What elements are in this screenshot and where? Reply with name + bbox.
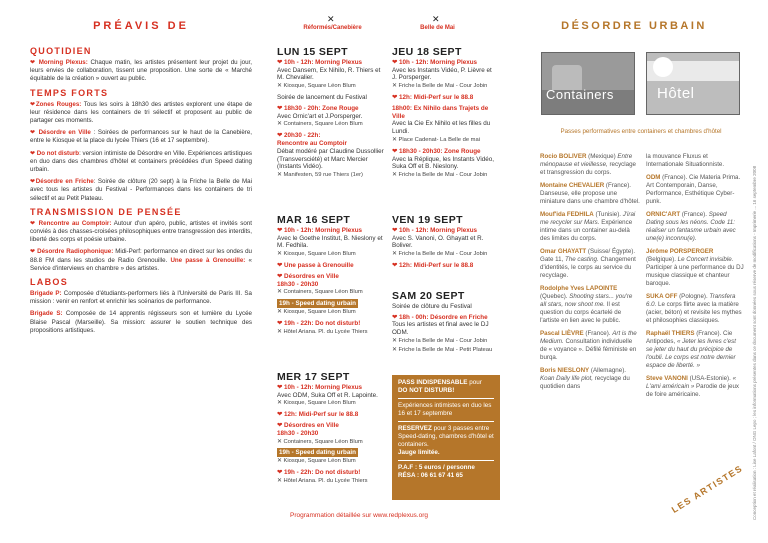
heart-icon: ❤: [392, 58, 398, 66]
containers-photo: Containers: [541, 52, 635, 115]
artist-entry: Montaine CHEVALIER (France). Danseuse, elle propose une miniature dans une chambre d'hôtel.: [540, 182, 640, 205]
section-transmission: TRANSMISSION DE PENSÉE: [30, 206, 182, 217]
heart-icon: ❤: [277, 383, 283, 391]
heart-icon: ❤: [277, 226, 283, 234]
clock-icon: ❤: [277, 58, 283, 66]
heart-icon: ❤: [30, 60, 36, 66]
day-mer: MER 17 SEPT ❤ 10h - 12h: Morning Plexus Avec ODM, Suka Off et R. Lapointe. ✕ Kiosque, Square Léon Blum ❤ 12h: Midi-Perf sur le 88.8 ❤ Désordres en Ville 18h30 - 20h30 ✕ Containers, Square Léon Blum 19h - Speed dating urbain ✕ Kiosque, Square Léon Blum ❤ 19h - 22h: Do not disturb! ✕ Hôtel Ariana. Pl. du Lycée Thiers: [277, 374, 387, 489]
heart-icon: ❤: [277, 272, 283, 280]
item-rencontre-comptoir: ❤ Rencontre au Comptoir: Autour d'un apéro, public, artistes et invités sont conviés à des chasses-croisées philosophiques entre transgression des interdits, liberté des corps et poésie urbaine.: [30, 219, 252, 244]
artist-entry: Mouf'ida FEDHILA (Tunisie). J'irai me recycler sur Mars. Expérience intime dans un container au-delà des limites du corps.: [540, 211, 636, 242]
heart-icon: ❤: [277, 261, 283, 269]
day-sam: SAM 20 SEPT Soirée de clôture du Festival ❤ 18h - 00h: Désordre en Friche Tous les artistes et final avec le DJ ODM. ✕ Friche la Belle de Mai - Cour Jobin ✕ Friche la Belle de Mai - Petit Plateau: [392, 293, 498, 358]
artist-entry: Pascal LIÈVRE (France). Art is the Medium. Consultation individuelle de « voyance ». Défilé féministe en burqa.: [540, 330, 637, 361]
day-mar: MAR 16 SEPT ❤ 10h - 12h: Morning Plexus Avec le Goethe Institut, B. Nieslony et M. Fedhila. ✕ Kiosque, Square Léon Blum ❤ Une passe à Grenouille ❤ Désordres en Ville 18h30 - 20h30 ✕ Containers, Square Léon Blum 19h - Speed dating urbain ✕ Kiosque, Square Léon Blum ❤ 19h - 22h: Do not disturb! ✕ Hôtel Ariana. Pl. du Lycée Thiers: [277, 217, 387, 339]
left-title: PRÉAVIS DE: [93, 20, 189, 32]
item-brigade-s: Brigade S: Composée de 14 apprentis régisseurs son et lumière du Lycée Blaise Pascal (Marseille). Sa mission: assurer le soutien technique des propositions artistiques.: [30, 310, 252, 334]
heart-icon: ❤: [277, 132, 283, 140]
day-lun: LUN 15 SEPT ❤ 10h - 12h: Morning Plexus Avec Dansem, Ex Nihilo, R. Thiers et M. Chevalier. ✕ Kiosque, Square Léon Blum Soirée de lancement du Festival ❤ 18h30 - 20h: Zone Rouge Avec Ornic'art et J.Porsperger. ✕ Containers, Square Léon Blum ❤ 20h30 - 22h: Rencontre au Comptoir Débat modéré par Claudine Dussollier (Transversciété) et Marc Mercier (Instants Vidéo). ✕ Manifesten, 59 rue Thiers (1er): [277, 49, 387, 183]
section-temps-forts: TEMPS FORTS: [30, 87, 109, 98]
artist-entry: Jérôme PORSPERGER (Belgique). Le Concert invisible. Participer à une performance du DJ musique classique et chanteur baroque.: [646, 248, 744, 287]
photo-caption: Passes performatives entre containers et chambres d'hôtel: [560, 128, 722, 135]
event-subtitle: Soirée de lancement du Festival: [277, 93, 367, 101]
heart-icon: ❤: [30, 150, 36, 157]
cross-icon: ✕: [327, 14, 335, 24]
heart-icon: ❤: [30, 249, 36, 256]
artist-entry: ODM (France). Cie Materia Prima. Art Contemporain, Danse, Performance, Esthétique Cyber-punk.: [646, 174, 741, 205]
heart-icon: ❤: [277, 468, 283, 476]
day-title: MER 17 SEPT: [277, 371, 350, 383]
artists-col-b: [646, 153, 744, 404]
location-header-1: Réformés/Canebière: [303, 25, 362, 31]
artist-entry: Steve VANONI (USA-Estonie). « L'ami américain » Parodie de jeux de foire américaine.: [646, 375, 740, 398]
footer-link[interactable]: Programmation détaillée sur www.redplexus.org: [290, 512, 429, 519]
heart-icon: ❤: [277, 421, 283, 429]
section-labos: LABOS: [30, 277, 68, 288]
artist-entry: ORNIC'ART (France). Speed Dating sous les néons. Code 11: réaliser un fantasme urbain avec une(e) inconnu(e).: [646, 211, 736, 242]
artist-entry: SUKA OFF (Pologne). Transfera 6.0. Le corps flirte avec la matière (acier, béton) et revisite les mythes et philosophies classiques.: [646, 293, 742, 324]
location-header-2: Belle de Mai: [420, 25, 455, 31]
heart-icon: ❤: [392, 226, 398, 234]
heart-icon: ❤: [30, 130, 36, 137]
artist-entry: Rocio BOLIVER (Mexique) Entre ménopause et vieillesse, recyclage et transgression du corps.: [540, 153, 636, 176]
cross-icon: ✕: [432, 14, 440, 24]
item-morning-plexus: ❤ Morning Plexus: Chaque matin, les artistes présentent leur projet du jour, leurs envies de collaboration, tissent une proposition. Une sorte de « Marché équitable de la création » ouvert au public.: [30, 59, 252, 83]
heart-icon: ❤: [277, 104, 283, 112]
artist-entry: Rodolphe Yves LAPOINTE (Quebec). Shooting stars... you're all stars, now shoot me. Il est question du corps écartelé de l'artiste en lien avec le public.: [540, 285, 633, 324]
heart-icon: ❤: [277, 411, 283, 419]
heart-icon: ❤: [392, 313, 398, 321]
left-column: [30, 20, 252, 339]
item-desordre-friche: ❤Désordre en Friche: Soirée de clôture (20 sept) à la Friche la Belle de Mai avec tous les artistes du Festival - Performances dans les containers de tri sélectif et au Petit Plateau.: [30, 178, 252, 202]
day-jeu: JEU 18 SEPT ❤ 10h - 12h: Morning Plexus Avec les Instants Vidéo, P. Lièvre et J. Porsperger. ✕ Friche la Belle de Mai - Cour Jobin ❤ 12h: Midi-Perf sur le 88.8 18h00: Ex Nihilo dans Trajets de Ville Avec la Cie Ex Nihilo et les filles du Lundi. ✕ Place Cadenat- La Belle de mai ❤ 18h30 - 20h30: Zone Rouge Avec la Réplique, les Instants Vidéo, Suka Off et B. Nieslony. ✕ Friche la Belle de Mai - Cour Jobin: [392, 49, 498, 183]
item-do-not-disturb: ❤ Do not disturb: version intimiste de Désordre en Ville. Expériences artistiques en duo dans des chambres d'hôtel et containers précédées d'un Speed dating urbain.: [30, 149, 253, 174]
pass-box: PASS INDISPENSABLE pour DO NOT DISTURB! Expériences intimistes en duo les 16 et 17 septembre RESERVEZ pour 3 passes entre Speed-dating, chambres d'hôtel et containers. Jauge limitée. P.A.F : 5 euros / personne RÉSA : 06 61 67 41 65: [392, 375, 500, 500]
heart-icon: ❤: [392, 147, 398, 155]
hotel-photo: Hôtel: [646, 52, 740, 115]
day-title: JEU 18 SEPT: [392, 46, 462, 58]
heart-icon: ❤: [30, 179, 36, 186]
artist-entry: la mouvance Fluxus et Internationale Situationniste.: [646, 153, 725, 168]
artists-col-a: [540, 153, 640, 396]
day-title: MAR 16 SEPT: [277, 214, 351, 226]
side-credits: Conception et réalisation : Lise Lafont / ONG Lepo ; les informations présentes dans ce document sont données sous réserve de modifications - Imprimerie ... 16 septembre 2008: [752, 165, 757, 520]
artist-entry: Boris NIESLONY (Allemagne). Koan Daily life plot, recyclage du quotidien dans: [540, 367, 630, 390]
heart-icon: ❤: [277, 319, 283, 327]
section-quotidien: QUOTIDIEN: [30, 46, 92, 56]
day-title: LUN 15 SEPT: [277, 46, 348, 58]
item-desordre-ville: ❤ Désordre en Ville : Soirées de performances sur le haut de la Canebière, entre le Kiosque et la place du lycée Thiers (16 et 17 septembre).: [30, 129, 252, 145]
heart-icon: ❤: [30, 220, 36, 227]
item-desordre-radio: ❤ Désordre Radiophonique: Midi-Perf: performance en direct sur les ondes du 88.8 FM dans les studios de Radio Grenouille. Une passe à Grenouille: « Service d'interviews en chambre » des artistes.: [30, 248, 252, 272]
day-ven: VEN 19 SEPT ❤ 10h - 12h: Morning Plexus Avec S. Vanoni, O. Ghayatt et R. Boliver. ✕ Friche la Belle de Mai - Cour Jobin ❤ 12h: Midi-Perf sur le 88.8: [392, 217, 498, 273]
heart-icon: ❤: [392, 93, 398, 101]
artists-corner-label: LES ARTISTES: [669, 462, 745, 515]
item-zones-rouges: ❤Zones Rouges: Tous les soirs à 18h30 des artistes explorent une étape de leur résidence dans les containers de tri sélectif et proposent au public de partager ces moments.: [30, 100, 252, 125]
heart-icon: ❤: [392, 261, 398, 269]
artist-entry: Omar GHAYATT (Suisse/ Égypte). Gate 11, The casting. Changement d'identités, le corps au service du recyclage.: [540, 248, 636, 279]
artist-entry: Raphaël THIERS (France). Cie Antipodes, « Jeter les livres c'est se jeter du haut du précipice de l'oubli. Le corps est notre dernier espace de liberté. »: [646, 330, 736, 369]
heart-icon: ❤: [30, 101, 36, 108]
day-title: VEN 19 SEPT: [392, 214, 463, 226]
right-title: DÉSORDRE URBAIN: [561, 20, 707, 32]
item-brigade-p: Brigade P: Composée d'étudiants-performers liés à l'Université de Paris III. Sa mission : venir en renfort et enrichir les scénarios de performance.: [30, 290, 252, 306]
day-title: SAM 20 SEPT: [392, 290, 465, 302]
